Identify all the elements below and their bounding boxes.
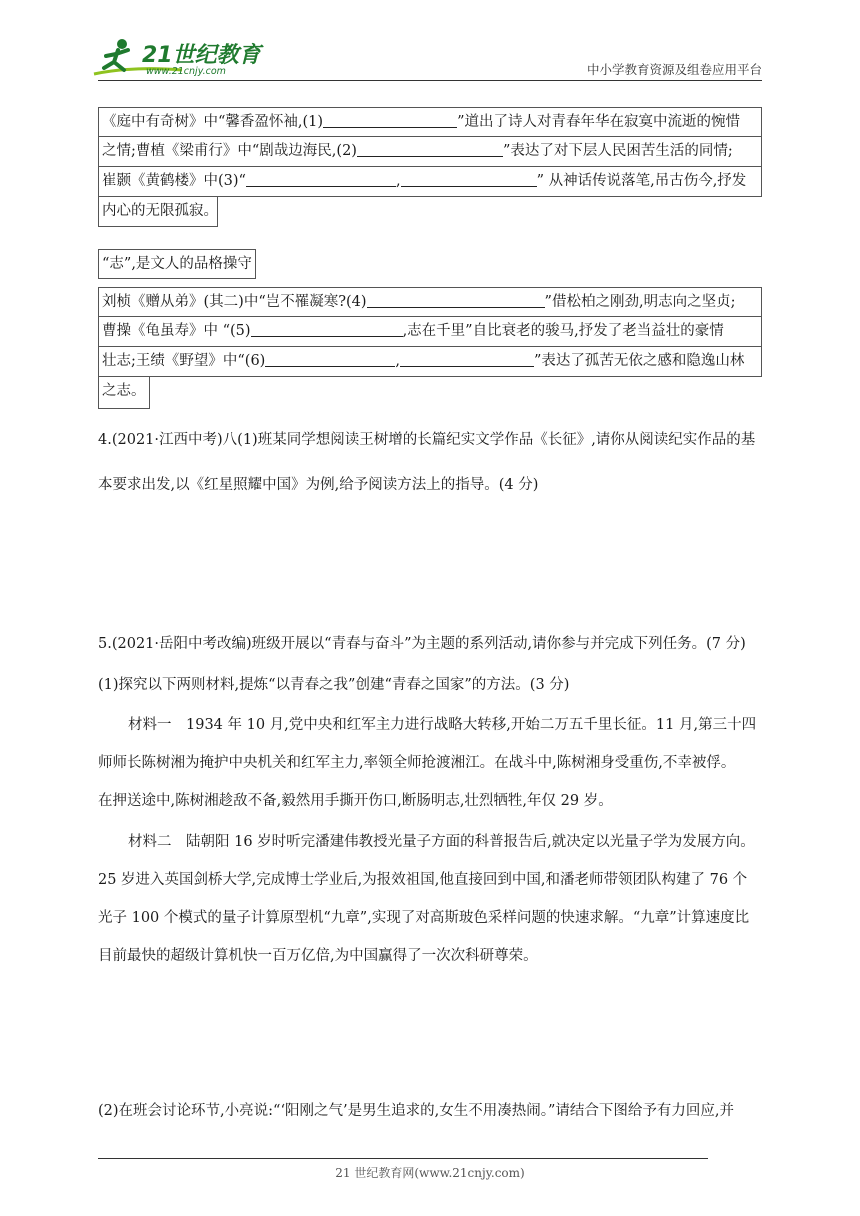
text: 壮志;王绩《野望》中“(6)	[102, 353, 266, 369]
box-c-row-3	[98, 347, 762, 377]
text: ”表达了对下层人民困苦生活的同情;	[502, 143, 733, 159]
box-a-row-2	[98, 137, 762, 167]
box-a-row-1	[98, 107, 762, 137]
box-a-row-4	[98, 197, 218, 227]
q4-line-2: 本要求出发,以《红星照耀中国》为例,给予阅读方法上的指导。(4 分)	[98, 477, 539, 493]
text: 刘桢《赠从弟》(其二)中“岂不罹凝寒?(4)	[102, 294, 367, 310]
text: ”表达了孤苦无依之感和隐逸山林	[533, 353, 745, 369]
footer-site[interactable]: 21 世纪教育网(www.21cnjy.com)	[335, 1166, 525, 1180]
answer-blank-3a[interactable]	[246, 170, 396, 187]
text: 之志。	[102, 383, 146, 399]
logo-wordmark: 21世纪教育	[142, 43, 261, 68]
text: “志”,是文人的品格操守	[102, 256, 252, 272]
answer-blank-6b[interactable]	[400, 350, 534, 367]
text: ”道出了诗人对青春年华在寂寞中流逝的惋惜	[457, 114, 740, 130]
footer-divider	[98, 1158, 708, 1159]
box-b-heading	[98, 249, 256, 279]
material-2-line-4: 目前最快的超级计算机快一百万亿倍,为中国赢得了一次次科研尊荣。	[98, 948, 538, 964]
text: ”借松柏之刚劲,明志向之坚贞;	[544, 294, 736, 310]
text: 《庭中有奇树》中“馨香盈怀袖,(1)	[102, 114, 324, 130]
material-2-line-3: 光子 100 个模式的量子计算原型机“九章”,实现了对高斯玻色采样问题的快速求解。“九章”计算速度比	[98, 910, 750, 926]
text: ,	[395, 173, 401, 189]
text: ,志在千里”自比衰老的骏马,抒发了老当益壮的豪情	[402, 323, 724, 339]
text: ,	[395, 353, 400, 369]
material-1-line-3: 在押送途中,陈树湘趁敌不备,毅然用手撕开伤口,断肠明志,壮烈牺牲,年仅 29 岁。	[98, 793, 613, 809]
answer-blank-4[interactable]	[367, 291, 545, 308]
text: 之情;曹植《梁甫行》中“剧哉边海民,(2)	[102, 143, 357, 159]
q4-line-1: 4.(2021·江西中考)八(1)班某同学想阅读王树增的长篇纪实文学作品《长征》,请你从阅读纪实作品的基	[98, 432, 756, 448]
answer-blank-1[interactable]	[323, 111, 457, 128]
answer-blank-5[interactable]	[251, 320, 403, 337]
q5-line-1: 5.(2021·岳阳中考改编)班级开展以“青春与奋斗”为主题的系列活动,请你参与并完成下列任务。(7 分)	[98, 636, 746, 652]
header-platform-title: 中小学教育资源及组卷应用平台	[586, 62, 762, 77]
text: 曹操《龟虽寿》中 “(5)	[102, 323, 251, 339]
box-c-row-1	[98, 287, 762, 317]
material-2-line-1: 材料二 陆朝阳 16 岁时听完潘建伟教授光量子方面的科普报告后,就决定以光量子学为发展方向。	[128, 834, 755, 850]
q5-sub-2: (2)在班会讨论环节,小亮说:“‘阳刚之气’是男生追求的,女生不用凑热闹。”请结合下图给予有力回应,并	[98, 1103, 735, 1119]
box-c-row-2	[98, 317, 762, 347]
material-1-line-1: 材料一 1934 年 10 月,党中央和红军主力进行战略大转移,开始二万五千里长征。11 月,第三十四	[128, 717, 757, 733]
material-2-line-2: 25 岁进入英国剑桥大学,完成博士学业后,为报效祖国,他直接回到中国,和潘老师带领团队构建了 76 个	[98, 872, 748, 888]
text: 内心的无限孤寂。	[102, 203, 218, 219]
material-1-line-2: 师师长陈树湘为掩护中央机关和红军主力,率领全师抢渡湘江。在战斗中,陈树湘身受重伤,不幸被俘。	[98, 755, 736, 771]
answer-blank-2[interactable]	[357, 140, 503, 157]
answer-blank-6a[interactable]	[265, 350, 395, 367]
logo-url: www.21cnjy.com	[146, 66, 226, 77]
text: 崔颢《黄鹤楼》中(3)“	[102, 173, 246, 189]
text: ” 从神话传说落笔,吊古伤今,抒发	[536, 173, 747, 189]
header-divider	[98, 80, 762, 81]
answer-blank-3b[interactable]	[401, 170, 537, 187]
box-a-row-3	[98, 167, 762, 197]
q5-sub-1: (1)探究以下两则材料,提炼“以青春之我”创建“青春之国家”的方法。(3 分)	[98, 677, 570, 693]
box-c-row-4	[98, 377, 150, 409]
